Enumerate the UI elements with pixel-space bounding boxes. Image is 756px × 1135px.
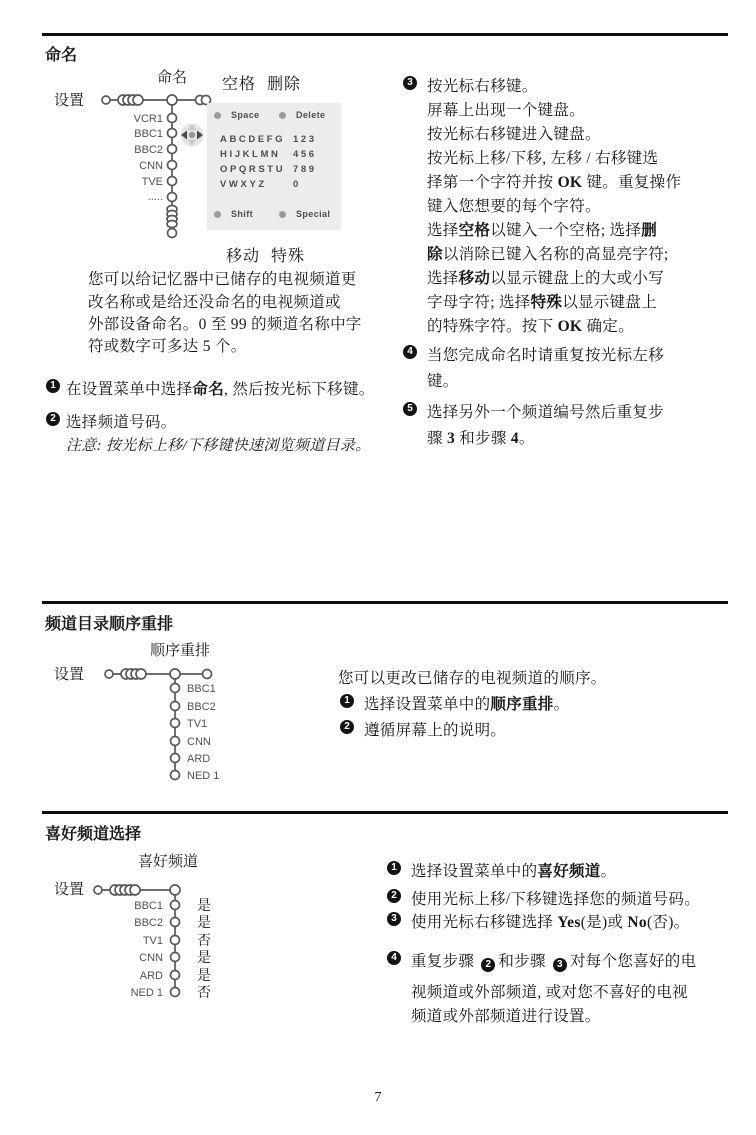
tree-item-value: 是	[197, 951, 211, 966]
favorites-step4-line: 视频道或外部频道, 或对您不喜好的电视	[411, 984, 688, 1001]
step-number: 1	[46, 379, 60, 393]
step-number: 1	[340, 694, 354, 708]
naming-intro-line: 外部设备命名。0 至 99 的频道名称中字	[88, 316, 362, 333]
cursor-pad-icon	[181, 124, 204, 147]
naming-step3-line: 字母字符; 选择特殊以显示键盘上	[427, 294, 658, 311]
naming-step3-line: 按光标右移键。	[427, 78, 538, 95]
reorder-step1-text: 选择设置菜单中的顺序重排。	[364, 696, 570, 713]
favorites-step3-text: 使用光标右移键选择 Yes(是)或 No(否)。	[411, 914, 690, 931]
naming-step3-line: 按光标右移键进入键盘。	[427, 126, 601, 143]
tree-item: BBC2	[134, 917, 163, 929]
tree-item: CNN	[139, 160, 163, 172]
section-divider	[42, 811, 728, 814]
step-number: 2	[387, 889, 401, 903]
tree-item: TVE	[141, 176, 163, 188]
naming-step3-line: 屏幕上出现一个键盘。	[427, 102, 586, 119]
label-special-cn: 特殊	[271, 248, 306, 265]
tree-branch-label: 顺序重排	[149, 643, 211, 659]
keyboard-digits-row: 789	[293, 164, 317, 175]
reorder-intro: 您可以更改已储存的电视频道的顺序。	[338, 670, 607, 687]
naming-step3-line: 除以消除已键入名称的高显亮字符;	[427, 246, 669, 263]
tree-item: NED 1	[187, 770, 220, 782]
tree-item: BBC1	[134, 900, 163, 912]
step-number: 4	[387, 951, 401, 965]
reorder-menu-tree-diagram	[40, 633, 260, 793]
label-move-cn: 移动	[226, 248, 261, 265]
tree-item: BBC1	[134, 128, 163, 140]
section-divider	[42, 601, 728, 604]
tree-branch-label: 命名	[156, 70, 188, 86]
tree-item: BBC2	[187, 701, 216, 713]
tree-root-label: 设置	[54, 93, 85, 109]
key-space: Space	[231, 110, 260, 120]
keyboard-digits-row: 456	[293, 149, 317, 160]
tree-item-value: 是	[197, 899, 211, 914]
step-number: 3	[403, 76, 417, 90]
keyboard-letters-row: VWXYZ	[220, 179, 267, 190]
keyboard-letters-row: OPQRSTU	[220, 164, 286, 175]
naming-intro-line: 改名称或是给还没命名的电视频道或	[88, 294, 341, 311]
key-special: Special	[296, 209, 331, 219]
naming-step3-line: 的特殊字符。按下 OK 确定。	[427, 318, 634, 335]
naming-step3-line: 择第一个字符并按 OK 键。重复操作	[427, 174, 682, 191]
label-space-cn: 空格	[222, 76, 257, 93]
onscreen-keyboard-panel	[207, 103, 341, 230]
keyboard-digits-row: 0	[293, 179, 301, 190]
tree-root-label: 设置	[54, 667, 85, 683]
naming-intro-line: 您可以给记忆器中已储存的电视频道更	[88, 271, 357, 288]
favorites-step4-line: 重复步骤 2 和步骤 3 对每个您喜好的电	[411, 953, 697, 970]
favorites-step2-text: 使用光标上移/下移键选择您的频道号码。	[411, 891, 701, 908]
keyboard-digits-row: 123	[293, 134, 317, 145]
step-number: 2	[340, 720, 354, 734]
favorites-step4-line: 频道或外部频道进行设置。	[411, 1008, 601, 1025]
tree-item: .....	[147, 191, 163, 203]
section-title-favorites: 喜好频道选择	[45, 826, 142, 843]
tree-item: ARD	[139, 970, 163, 982]
naming-step3-line: 选择空格以键入一个空格; 选择删	[427, 222, 658, 239]
tree-item: ARD	[187, 753, 211, 765]
section-title-naming: 命名	[45, 47, 78, 64]
key-delete: Delete	[296, 110, 326, 120]
naming-step2-text: 选择频道号码。	[66, 414, 177, 431]
naming-intro-line: 符或数字可多达 5 个。	[88, 338, 247, 355]
tree-item: TV1	[187, 718, 208, 730]
tree-branch-label: 喜好频道	[137, 854, 199, 870]
keyboard-letters-row: ABCDEFG	[220, 134, 286, 145]
tree-item: BBC1	[187, 683, 216, 695]
key-shift: Shift	[231, 209, 253, 219]
tree-item: BBC2	[134, 144, 163, 156]
step-number: 3	[387, 912, 401, 926]
tree-item: CNN	[139, 952, 163, 964]
section-title-reorder: 频道目录顺序重排	[45, 616, 174, 633]
step-number: 5	[403, 402, 417, 416]
tree-item-value: 是	[197, 916, 211, 931]
key-bullet-icon	[279, 211, 286, 218]
tree-item: CNN	[187, 736, 211, 748]
naming-step5-line: 骤 3 和步骤 4。	[427, 430, 535, 447]
naming-step3-line: 按光标上移/下移, 左移 / 右移键选	[427, 150, 659, 167]
tree-item-value: 否	[197, 986, 211, 1001]
naming-step4-line: 键。	[427, 373, 459, 390]
key-bullet-icon	[279, 112, 286, 119]
section-divider	[42, 33, 728, 36]
step-number: 4	[403, 345, 417, 359]
key-bullet-icon	[214, 112, 221, 119]
step-reference: 2	[481, 958, 495, 972]
tree-item: NED 1	[130, 987, 163, 999]
keyboard-letters-row: HIJKLMN	[220, 149, 281, 160]
label-delete-cn: 删除	[267, 76, 302, 93]
naming-step1-text: 在设置菜单中选择命名, 然后按光标下移键。	[66, 381, 375, 398]
naming-step2-note: 注意: 按光标上移/下移键快速浏览频道目录。	[66, 438, 371, 454]
tree-item: VCR1	[133, 113, 163, 125]
key-bullet-icon	[214, 211, 221, 218]
step-number: 1	[387, 861, 401, 875]
page-number: 7	[374, 1090, 382, 1105]
favorites-menu-tree-diagram	[40, 843, 270, 1008]
step-reference: 3	[553, 958, 567, 972]
naming-step3-line: 选择移动以显示键盘上的大或小写	[427, 270, 665, 287]
tree-item-value: 是	[197, 969, 211, 984]
tree-item: TV1	[142, 935, 163, 947]
naming-menu-tree-diagram	[40, 58, 225, 263]
naming-step5-line: 选择另外一个频道编号然后重复步	[427, 404, 665, 421]
naming-step3-line: 键入您想要的每个字符。	[427, 198, 601, 215]
tree-item-value: 否	[197, 934, 211, 949]
step-number: 2	[46, 412, 60, 426]
favorites-step1-text: 选择设置菜单中的喜好频道。	[411, 863, 617, 880]
reorder-step2-text: 遵循屏幕上的说明。	[364, 722, 507, 739]
naming-step4-line: 当您完成命名时请重复按光标左移	[427, 347, 665, 364]
tree-root-label: 设置	[54, 882, 85, 898]
